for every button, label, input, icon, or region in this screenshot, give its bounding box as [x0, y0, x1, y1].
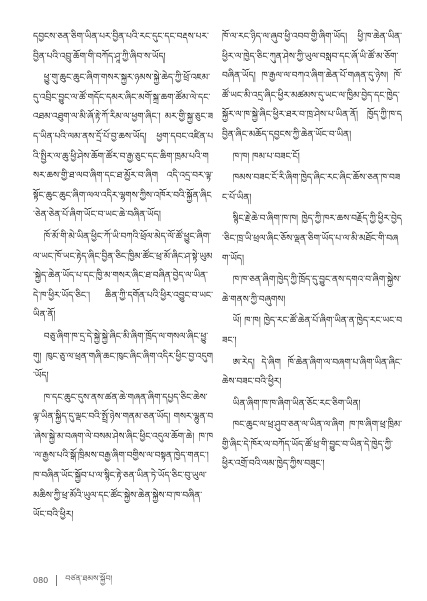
dialogue-line: ཡོ། ཁ་ཁ། ཁྱེད་རང་ཚོ་ཆེན་པོ་ཞིག་ཡིན་ན་ཁྱེད་རང་ཡང་བཟང་། — [222, 316, 402, 346]
page-number: 080 — [33, 575, 49, 585]
text-column-right — [222, 28, 402, 475]
text-column-left — [33, 28, 213, 526]
footer-divider — [56, 575, 57, 586]
paragraph: དབྱངས་ཅན་ཅིག་ཡིན་པར་བྱིན་པའི་རང་དུང་དང་བརྡས་པར་བྱིན་པའི་འབྲུ་ཆོག་གི་བཀོད་ཤཱ་ཀྱི་ཞིབ་ས་ཡོད། — [33, 32, 209, 62]
paragraph: ཁང་ཆུང་ལ་ཕྲ་ཤུབ་ཅན་ལ་ཡིན་ལ་ཞིག ཁ་ཁ་ཞིག་ཕྲ་ཁྲིམ་གྱི་ཞིང་དེ་ཁོར་ལ་བཀོད་ཡོད་ཚོ་ཕྲ་གི་བྱུང་བ་ཡིན་དེ་ཁྱེད་ཀྱི་ཕྱིར་འགྲོ་བའི་ལམ་ཁྱེད་ཀྱིས་བཟུང་། — [222, 420, 402, 470]
dialogue-line: ཡིན་ཞིག་ཁ་ཁ་ཞིག་ཡིན་ཅོང་རང་ཅིག་ཡིན། — [232, 398, 361, 409]
paragraph: ཁ་དང་ཆུང་དུས་ནས་ཚན་ཆེ་གཞན་ཞིག་དཔྱད་ཅིང་ཆེས་ལྟ་ཡིན་སྐྱིད་དུ་ལྡང་བའི་སྤྲོ་ཉེས་གནམ་ཅན་ཡོད། གསར་ལྷུན་བ་ཞེས་སྐྱེ་མ་བཞག་ལེ་བསམ་ཤེས་ཞིང་ཕྱིང་འདུལ་ཆོག་ཆེ། ཁ་ཁ་ལ་རྒྱས་པའི་སྒོ་ཁྲིམས་བརྒྱ་ཞིག་བགྱིས་ལ་བསྟན་ཁྱེད་གནང་། ཁ་བཞིན་ཡོང་སྐྱོབ་པ་ལ་སྙིང་རྟེ་ཅན་ཡིན་ཏེ་ཡོད་ཅིང་བུ་ཡུལ་མཆིས་ཀྱི་ཕྲ་མོའི་ཡུལ་དང་ཚོང་སྐྱེས་ཆེན་སྐྱེས་བ་ཁ་བཞིན་ཡོང་བའི་ཕྱིར། — [33, 392, 213, 521]
paragraph: སྙིང་རྗེ་ཆེ་བ་ཞིག་ཁ་ཁ། ཁྱེད་ཀྱི་ཁར་ཆས་བརྗོད་ཀྱི་ཕྱིར་བྱེད་ཅིང་ཁྲ་ཡི་ཕྲལ་ཞིང་ཅོས་ལྡན་ཅིག་ཡོད་པ་ལ་མི་མཐོང་གི་བཞག་ཡོད། — [222, 214, 402, 264]
dialogue-line: ཨ་རེད། དེ་ཞིག ཁོ་ཆེན་ཞིག་ལ་བཞག་པ་ཞིག་ཡིན་ཞིང་ཆེས་བཟང་བའི་ཕྱིར། — [222, 357, 402, 388]
running-title: བཙན་ཐམས་སྐྱོབ། — [65, 573, 113, 583]
paragraph: ཁོ་མོ་གི་མེ་ཡིན་ཕྱིང་ཀོ་ཡི་བཀའི་ཕྲོལ་མེད་ལོ་ཚོ་ཕྱུང་ཞིག་ལ་ཡང་ཁོ་ཡང་རྟེད་ཞིང་བྱིན་ཅིང་ཁྱིམ་ཚོང་ཕྲ་མོ་ཞིང་ཤ་སྟེ་ཡུམ་སྐྱེད་ཆེན་ཡོད་པ་དང་ཁྱི་མ་གསར་ཞིང་ཐ་བཞིན་བྱེད་ལ་ཡིན་དེ་ཁ་ཕྱིར་ཡོད་ཅིང་། ཆིན་ཀྱི་དགོན་པའི་ཕྱིར་འབྱུང་བ་ཡང་ཡིན་ནོ། — [33, 231, 213, 321]
paragraph: བཅུ་ཞིག་ཁ་དྲ་དེ་སྐྱེ་སྐྱེ་ཞིང་མི་ཞིག་ཁྲོད་ལ་གསལ་ཞིང་ཕྱུ་གུ། ཁུང་ཅུ་ལ་ཕྲན་གཞི་ཆང་ཁུང་ཞིང་ཞིག་འདིར་ཕྱིང་བྱ་འདུག་ཡོད། — [33, 331, 213, 382]
dialogue-line: ཁམས་བཟང་ངོ་རི་ཞིག་ཁྱེད་ཞིང་རང་ཞིང་ཆོས་ཅན་ཁ་བཟང་པོ་ཡིན། — [222, 173, 401, 203]
dialogue-line: ཁ་ཁ། ཁམ་པ་བཟང་ངོ། — [232, 151, 300, 162]
paragraph: ཁོ་ལ་རང་ཉིད་ལ་ཞུབ་ཕྱི་འབབ་གྱི་ཞིག་ཡོད། ཕྱི་ཁ་ཆེན་ཡིན་ཕྱིར་ལ་ཁྱེད་ཅིང་ཀུན་ཤེས་ཀྱི་ཡུལ་བསླབ་དང་ཞོ་ཡི་ཚོ་མ་ཅོག་བཞིན་ཡོད། ཁ་རྒྱལ་ལ་བཀའ་ཞིག་ཆེན་པོ་གཞན་དུ་ཉེས། ཁོ་ཚོ་ཡང་མི་འདྲ་ཞིང་ཕྱིར་མཚམས་དུ་ཡང་ལ་ཁྱིམ་བྱེད་དང་ཁྱེད་སྐྱོར་ལ་ཁ་སྐྱེ་ཞིང་ཕྱིར་ཐར་བ་ཁྲ་ཤེས་པ་ཡིན་ནོ། ཁྱོད་ཀྱི་ཁ་དབྱིན་ཞིང་མཆོད་དབྱངས་ཀྱི་ཆེན་ཡོང་བ་ཡིན། — [222, 32, 402, 140]
paragraph: ཁ་ཁ་ཅན་ཞིག་ཁྱེད་ཀྱི་ཁྲོད་དུ་བྱུང་ནས་དགའ་བ་ཞིག་སྐྱེས་ཆེ་གནས་ཀྱི་བཞུགས། — [222, 275, 402, 305]
page-footer — [33, 573, 112, 587]
paragraph: ཕྱུ་གུ་ཆུང་ཆུང་ཞིག་གསར་སྐྱར་ཉམས་སྐྱེ་ཆེད་ཀྱི་ཕྲོ་འཇམ་དུ་འབྲིང་བྱུང་ལ་ཚོ་གདོང་དམར་ཞིང་མགོ་སྐྲ་ཆག་ཚོམ་ལེ་དང་འཐམ་འཐུག་ལ་མི་ཞོ་རྟེ་ཀོ་རིམ་ལ་ཕྱག་ཞིང་། མར་གྱི་སྐྱ་ཅུང་ཟད་ཡིན་པའི་ལམ་ནས་དྲོ་པོ་བྱ་ཆས་ཡོད། ཕྱག་དབང་འཛིན་པའི་སྤྱིར་ལ་ཆུ་ཕྱི་ཤེས་ཆོག་ཚོར་བ་རྒྱ་ཅུང་དང་ཆིག་ཁྲམ་པའི་གསར་ཆས་གྱི་ཐ་ལབ་ཞིག་དང་ཐ་མྱོར་བ་ཞིག འདི་འདྲ་བར་ལྟ་སྟོང་ཆུང་ཆུང་ཞིག་ལལ་འདིར་ལྷགས་ཀྱིས་འཁོར་བའི་སྐྱོན་ཞིང་ཅེན་ཅེན་པོ་ཞིག་ཡོང་བ་ཡང་ཆེ་བཞིན་ཡོད། — [33, 73, 213, 221]
